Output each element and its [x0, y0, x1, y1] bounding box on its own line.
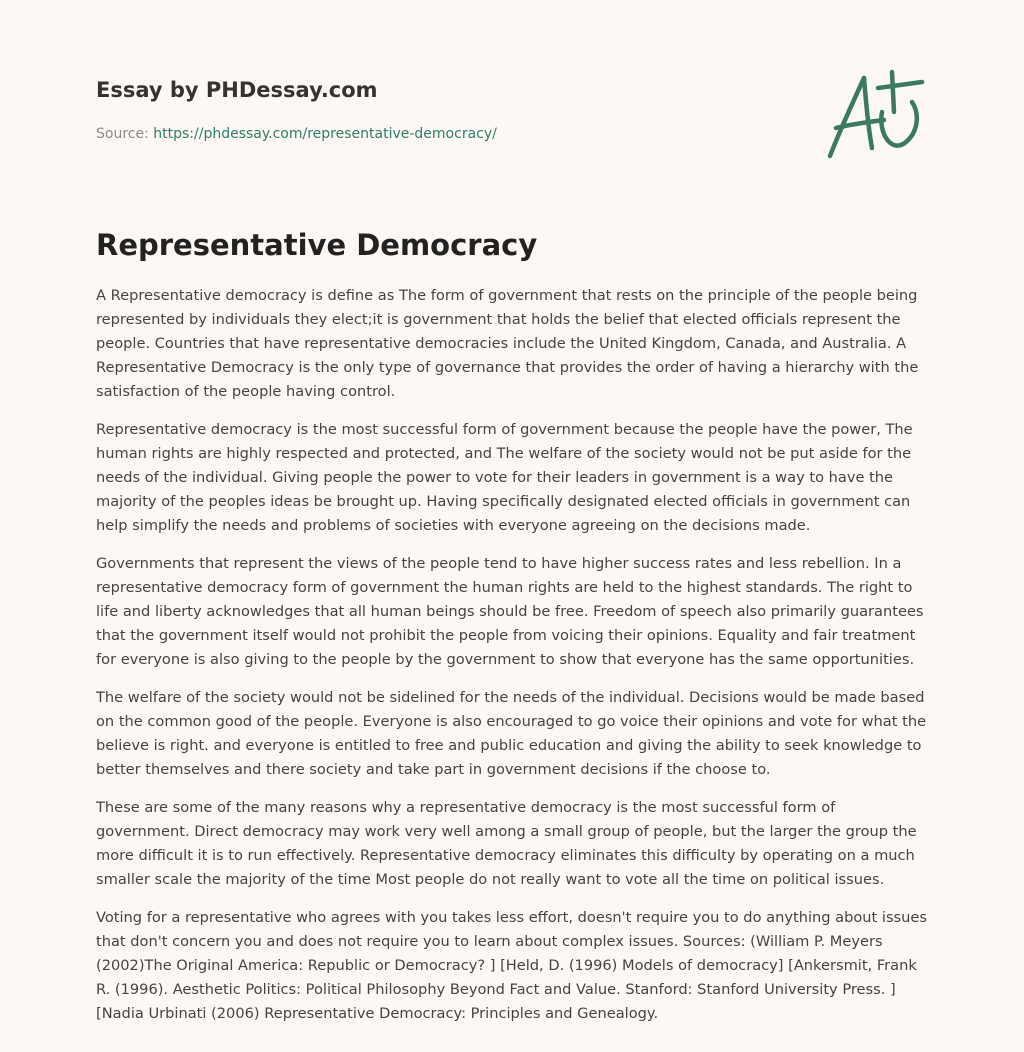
essay-paragraph: These are some of the many reasons why a representative democracy is the most successful form of government. Direct democracy may work very well among a small group of people, but the larger the group the more difficult it is to run effectively. Representative democracy eliminates this difficulty by operating on a much smaller scale the majority of the time Most people do not really want to vote all the time on political issues. — [96, 799, 917, 888]
source-link[interactable]: https://phdessay.com/representative-democracy/ — [153, 126, 497, 142]
essay-paragraph: Representative democracy is the most successful form of government because the people have the power, The human rights are highly respected and protected, and The welfare of the society would not be put aside for the needs of the individual. Giving people the power to vote for their leaders in government is a way to have the majority of the peoples ideas be brought up. Having specifically designated elected officials in government can help simplify the needs and problems of societies with everyone agreeing on the decisions made. — [96, 421, 913, 534]
essay-body — [96, 284, 932, 1040]
essay-paragraph: The welfare of the society would not be sidelined for the needs of the individual. Decisions would be made based on the common good of the people. Everyone is also encouraged to go voice their opinions and vote for what the believe is right. and everyone is entitled to free and public education and giving the ability to seek knowledge to better themselves and there society and take part in government decisions if the choose to. — [96, 689, 927, 778]
source-line — [96, 124, 796, 144]
source-label: Source: — [96, 126, 154, 142]
essay-paragraph: A Representative democracy is define as The form of government that rests on the principle of the people being represented by individuals they elect;it is government that holds the belief that elected officials represent the people. Countries that have representative democracies include the United Kingdom, Canada, and Australia. A Representative Democracy is the only type of governance that provides the order of having a hierarchy with the satisfaction of the people having control. — [96, 287, 919, 400]
essay-title: Representative Democracy — [96, 228, 538, 262]
site-title: Essay by PHDessay.com — [96, 78, 378, 102]
essay-paragraph: Governments that represent the views of the people tend to have higher success rates and less rebellion. In a representative democracy form of government the human rights are held to the highest standards. The right to life and liberty acknowledges that all human beings should be free. Freedom of speech also primarily guarantees that the government itself would not prohibit the people from voicing their opinions. Equality and fair treatment for everyone is also giving to the people by the government to show that everyone has the same opportunities. — [96, 555, 924, 668]
a-plus-logo-icon — [822, 68, 926, 164]
essay-paragraph: Voting for a representative who agrees with you takes less effort, doesn't require you to do anything about issues that don't concern you and does not require you to learn about complex issues. Sources: (William P. Meyers (2002)The Original America: Republic or Democracy? ] [Held, D. (1996) Models of democracy] [Ankersmit, Frank R. (1996). Aesthetic Politics: Political Philosophy Beyond Fact and Value. Stanford: Stanford University Press. ] [Nadia Urbinati (2006) Representative Democracy: Principles and Genealogy. — [96, 909, 927, 1022]
header — [96, 76, 796, 144]
